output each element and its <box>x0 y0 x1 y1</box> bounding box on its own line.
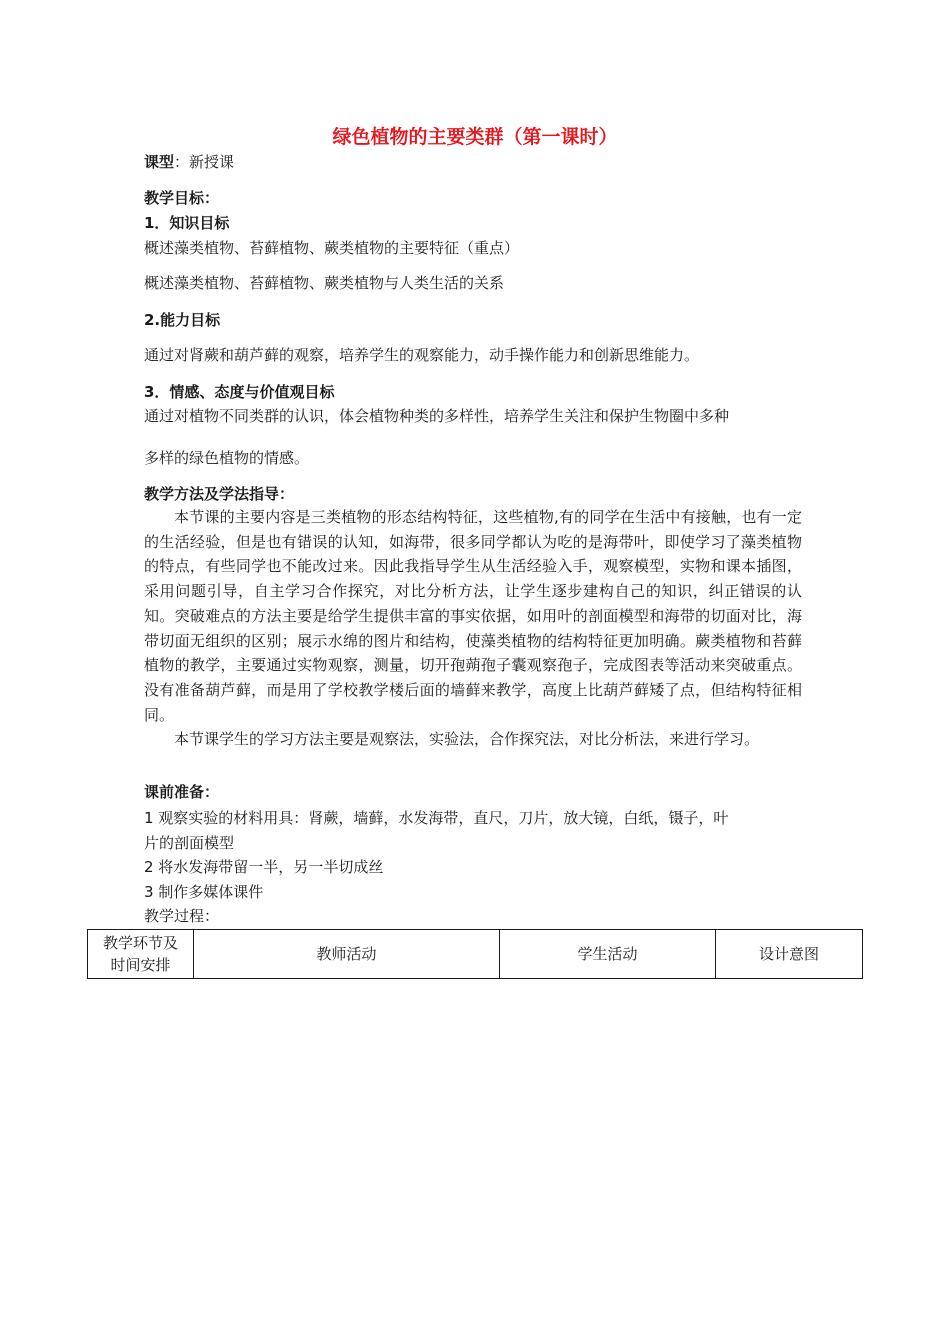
knowledge-objective-line-2: 概述藻类植物、苔藓植物、蕨类植物与人类生活的关系 <box>144 274 505 292</box>
prep-item-1-line-1: 1 观察实验的材料用具：肾蕨，墙藓，水发海带，直尺，刀片，放大镜，白纸，镊子，叶 <box>144 809 729 827</box>
emotion-objective-heading: 3．情感、态度与价值观目标 <box>144 383 335 401</box>
objectives-heading: 教学目标： <box>144 189 220 207</box>
header-cell-intent: 设计意图 <box>716 930 863 979</box>
methods-paragraph-2: 本节课学生的学习方法主要是观察法，实验法，合作探究法，对比分析法，来进行学习。 <box>174 730 760 749</box>
course-type-value: ：新授课 <box>174 153 235 171</box>
course-type-label: 课型 <box>144 153 175 171</box>
emotion-objective-line-1: 通过对植物不同类群的认识，体会植物种类的多样性，培养学生关注和保护生物圈中多种 <box>144 407 730 425</box>
header-cell-stage <box>88 930 194 979</box>
table-header-row <box>88 930 863 979</box>
process-label: 教学过程： <box>144 907 220 925</box>
methods-paragraph-1: 本节课的主要内容是三类植物的形态结构特征，这些植物,有的同学在生活中有接触，也有一定的生活经验，但是也有错误的认知，如海带，很多同学都认为吃的是海带叶，即使学习了藻类植物的特点，有些同学也不能改过来。因此我指导学生从生活经验入手，观察模型，实物和课本插图，采用问题引导，自主学习合作探究，对比分析方法，让学生逐步建构自己的知识，纠正错误的认知。突破难点的方法主要是给学生提供丰富的事实依据，如用叶的剖面模型和海带的切面对比，海带切面无组织的区别；展示水绵的图片和结构，使藻类植物的结构特征更加明确。蕨类植物和苔藓植物的教学，主要通过实物观察，测量，切开孢蒴孢子囊观察孢子，完成图表等活动来突破重点。没有准备葫芦藓，而是用了学校教学楼后面的墙藓来教学，高度上比葫芦藓矮了点，但结构特征相同。 <box>144 508 802 724</box>
ability-objective-line: 通过对肾蕨和葫芦藓的观察，培养学生的观察能力，动手操作能力和创新思维能力。 <box>144 346 700 364</box>
process-table <box>87 929 863 979</box>
header-cell-teacher: 教师活动 <box>194 930 500 979</box>
knowledge-objective-line-1: 概述藻类植物、苔藓植物、蕨类植物的主要特征（重点） <box>144 239 520 257</box>
prep-item-1-line-2: 片的剖面模型 <box>144 834 235 852</box>
header-stage-line-1: 教学环节及 <box>102 934 178 952</box>
prep-item-2: 2 将水发海带留一半，另一半切成丝 <box>144 858 384 876</box>
header-cell-student: 学生活动 <box>500 930 716 979</box>
prep-item-3: 3 制作多媒体课件 <box>144 883 264 901</box>
knowledge-objective-heading: 1．知识目标 <box>144 214 230 232</box>
methods-body <box>144 505 802 752</box>
emotion-objective-line-2: 多样的绿色植物的情感。 <box>144 449 310 467</box>
methods-heading: 教学方法及学法指导： <box>144 485 295 503</box>
course-type-line <box>144 152 234 172</box>
ability-objective-heading: 2.能力目标 <box>144 311 221 329</box>
prep-heading: 课前准备： <box>144 783 220 801</box>
header-stage-line-2: 时间安排 <box>110 956 171 974</box>
document-title: 绿色植物的主要类群（第一课时） <box>332 126 618 148</box>
